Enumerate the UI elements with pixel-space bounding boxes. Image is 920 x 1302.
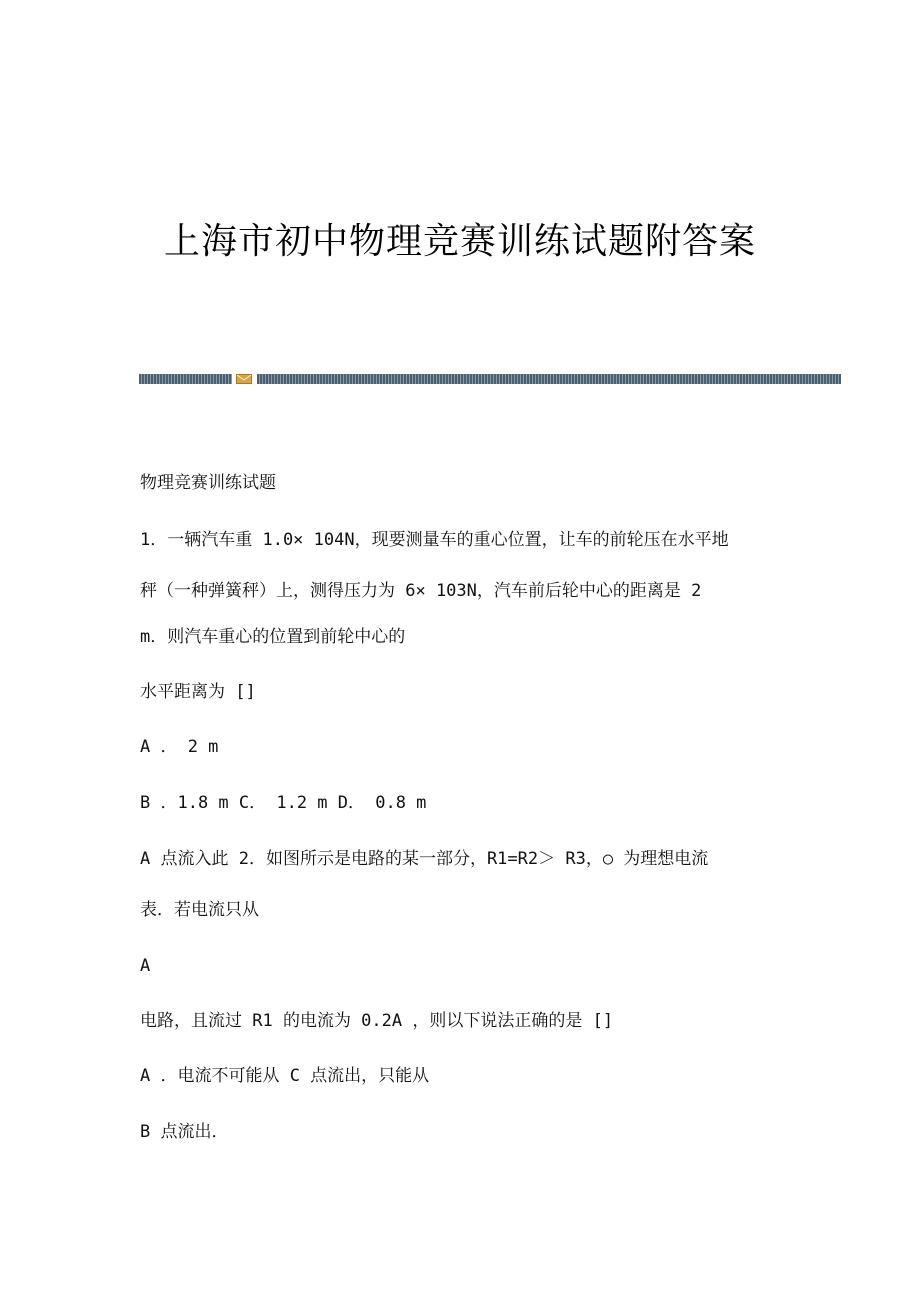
question-1-line-3: m．则汽车重心的位置到前轮中心的 [140,627,406,647]
section-heading: 物理竞赛训练试题 [140,473,276,493]
question-1-line-4: 水平距离为 [] [140,682,256,702]
page-title: 上海市初中物理竞赛训练试题附答案 [163,221,756,262]
question-2-line-4: 电路，且流过 R1 的电流为 0.2A ，则以下说法正确的是 [] [140,1011,614,1031]
divider-bar-left [139,374,232,384]
question-2-line-1: A 点流入此 2．如图所示是电路的某一部分，R1=R2＞ R3，○ 为理想电流 [140,849,709,869]
question-1-line-1: 1．一辆汽车重 1.0× 104N，现要测量车的重心位置，让车的前轮压在水平地 [140,530,729,550]
question-2-line-3: A [140,956,151,976]
question-1-option-a: A ． 2 m [140,737,219,757]
question-1-options-bcd: B ．1.8 m C． 1.2 m D． 0.8 m [140,793,427,813]
envelope-icon [236,374,252,384]
question-2-option-a-cont: B 点流出． [140,1122,229,1142]
question-1-line-2: 秤（一种弹簧秤）上，测得压力为 6× 103N，汽车前后轮中心的距离是 2 [140,581,702,601]
question-2-line-2: 表．若电流只从 [140,900,259,920]
divider-bar-right [257,374,841,384]
question-2-option-a: A ．电流不可能从 C 点流出，只能从 [140,1066,430,1086]
